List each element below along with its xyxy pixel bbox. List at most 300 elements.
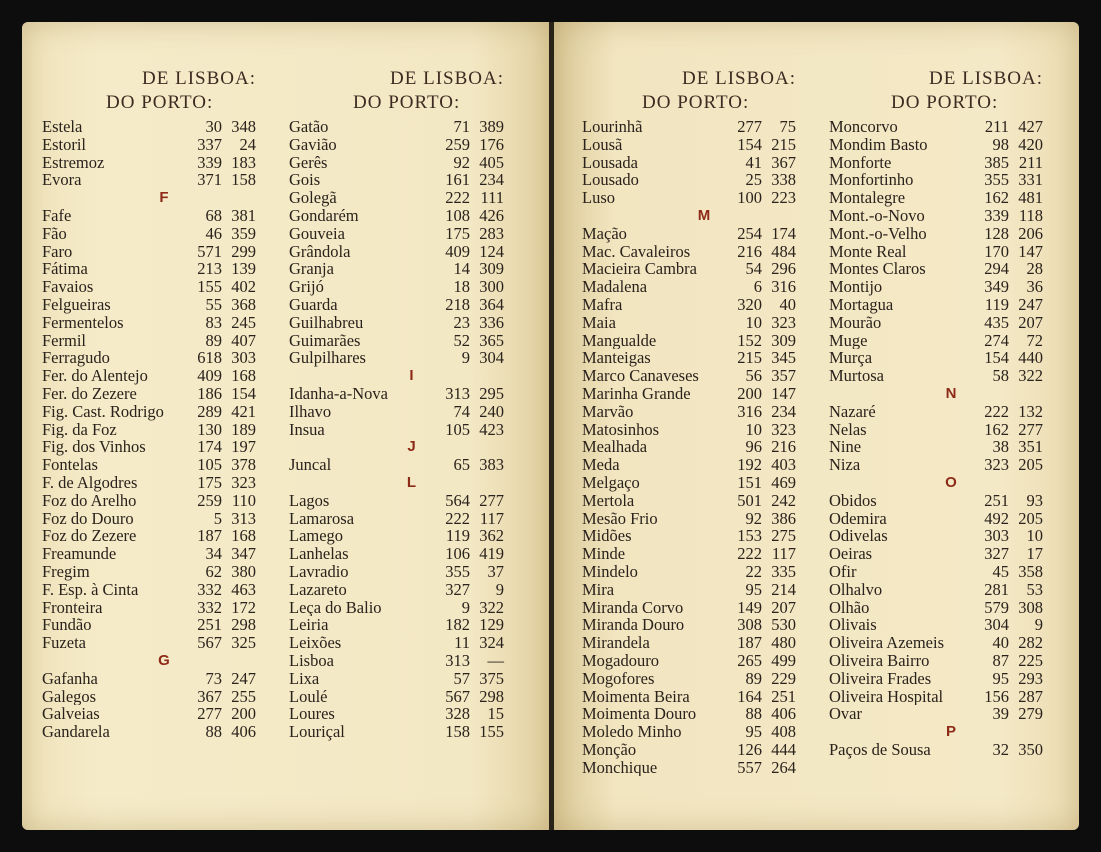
distance-porto: 444 bbox=[771, 739, 796, 759]
distance-porto: 440 bbox=[1018, 348, 1043, 368]
table-row bbox=[289, 688, 504, 706]
place-name: Galegos bbox=[42, 687, 97, 706]
distance-lisboa: 106 bbox=[445, 544, 470, 564]
distance-lisboa: 73 bbox=[205, 668, 222, 688]
table-row bbox=[42, 474, 256, 492]
place-name: Miranda Douro bbox=[582, 616, 685, 635]
table-row bbox=[829, 154, 1043, 172]
distance-lisboa: 154 bbox=[984, 348, 1009, 368]
place-name: Nelas bbox=[829, 420, 867, 439]
section-letter: J bbox=[407, 438, 416, 456]
distance-lisboa: 579 bbox=[984, 597, 1009, 617]
distance-lisboa: 174 bbox=[197, 437, 222, 457]
place-name: Lousada bbox=[582, 153, 638, 172]
place-name: Insua bbox=[289, 420, 325, 439]
place-name: Fronteira bbox=[42, 598, 103, 617]
table-row bbox=[289, 385, 504, 403]
table-row bbox=[289, 136, 504, 154]
place-name: Leixões bbox=[289, 634, 342, 652]
distance-porto: 234 bbox=[479, 170, 504, 190]
section-letter: N bbox=[945, 384, 957, 402]
place-name: Monforte bbox=[829, 153, 892, 172]
place-name: Macieira Cambra bbox=[582, 260, 697, 279]
place-name: Lourinhã bbox=[582, 118, 643, 136]
place-name: Fuzeta bbox=[42, 634, 86, 652]
distance-porto: 174 bbox=[771, 223, 796, 243]
table-row bbox=[582, 243, 796, 261]
table-row bbox=[42, 385, 256, 403]
place-name: Fermentelos bbox=[42, 313, 124, 332]
table-row bbox=[829, 741, 1043, 759]
distance-lisboa: 65 bbox=[453, 455, 470, 475]
distance-lisboa: 187 bbox=[197, 526, 222, 546]
distance-porto: 234 bbox=[771, 401, 796, 421]
table-row bbox=[582, 599, 796, 617]
place-name: Ferragudo bbox=[42, 349, 110, 368]
table-row bbox=[289, 705, 504, 723]
distance-lisboa: 492 bbox=[984, 508, 1009, 528]
distance-porto: 147 bbox=[1018, 241, 1043, 261]
distance-lisboa: 54 bbox=[745, 259, 762, 279]
table-row bbox=[582, 278, 796, 296]
place-name: Paços de Sousa bbox=[829, 740, 931, 759]
table-row bbox=[582, 510, 796, 528]
table-row bbox=[829, 403, 1043, 421]
table-row bbox=[582, 634, 796, 652]
distance-lisboa: 11 bbox=[454, 633, 470, 653]
distance-lisboa: 277 bbox=[197, 704, 222, 724]
distance-porto: 323 bbox=[231, 472, 256, 492]
distance-lisboa: 96 bbox=[745, 437, 762, 457]
distance-porto: 189 bbox=[231, 419, 256, 439]
column-1 bbox=[42, 62, 256, 741]
distance-lisboa: 327 bbox=[445, 579, 470, 599]
distance-lisboa: 105 bbox=[197, 455, 222, 475]
place-name: Monte Real bbox=[829, 242, 907, 261]
distance-porto: 264 bbox=[771, 757, 796, 777]
place-name: Mortagua bbox=[829, 295, 894, 314]
distance-lisboa: 349 bbox=[984, 277, 1009, 297]
place-name: Lamarosa bbox=[289, 509, 355, 528]
distance-porto: 293 bbox=[1018, 668, 1043, 688]
place-name: Nazaré bbox=[829, 402, 876, 421]
distance-lisboa: 158 bbox=[445, 722, 470, 742]
distance-lisboa: 151 bbox=[737, 472, 762, 492]
table-row bbox=[582, 688, 796, 706]
column-header bbox=[289, 62, 504, 118]
column-header bbox=[42, 62, 256, 118]
section-letter: P bbox=[945, 723, 956, 741]
table-row bbox=[582, 385, 796, 403]
distance-porto: 348 bbox=[231, 117, 256, 136]
distance-lisboa: 89 bbox=[745, 668, 762, 688]
distance-porto: 365 bbox=[479, 330, 504, 350]
distance-porto: 283 bbox=[479, 223, 504, 243]
distance-lisboa: 294 bbox=[984, 259, 1009, 279]
distance-lisboa: 45 bbox=[992, 561, 1009, 581]
place-name: Guilhabreu bbox=[289, 313, 364, 332]
table-row bbox=[582, 332, 796, 350]
distance-porto: 247 bbox=[231, 668, 256, 688]
distance-lisboa: 170 bbox=[984, 241, 1009, 261]
place-name: Lousado bbox=[582, 171, 639, 190]
place-name: Grijó bbox=[289, 278, 324, 296]
place-name: Manteigas bbox=[582, 349, 651, 368]
place-name: Niza bbox=[829, 456, 861, 474]
place-name: Gerês bbox=[289, 153, 328, 172]
place-name: Leça do Balio bbox=[289, 598, 382, 617]
distance-porto: 309 bbox=[771, 330, 796, 350]
distance-porto: 336 bbox=[479, 312, 504, 332]
distance-lisboa: 571 bbox=[197, 241, 222, 261]
distance-lisboa: 18 bbox=[453, 277, 470, 297]
table-row bbox=[289, 492, 504, 510]
header-from-lisboa: DE LISBOA: bbox=[390, 68, 504, 89]
distance-porto: 247 bbox=[1018, 294, 1043, 314]
place-name: Mondim Basto bbox=[829, 135, 928, 154]
distance-lisboa: 46 bbox=[205, 223, 222, 243]
book-gutter bbox=[549, 22, 554, 830]
distance-porto: 206 bbox=[1018, 223, 1043, 243]
distance-porto: 362 bbox=[479, 526, 504, 546]
place-name: Lanhelas bbox=[289, 545, 349, 563]
place-name: Fátima bbox=[42, 260, 88, 279]
table-row bbox=[582, 438, 796, 456]
table-row bbox=[42, 278, 256, 296]
table-row bbox=[582, 759, 796, 777]
place-name: Leiria bbox=[289, 616, 329, 635]
distance-porto: 364 bbox=[479, 294, 504, 314]
place-name: Favaios bbox=[42, 278, 94, 296]
distance-lisboa: 87 bbox=[992, 650, 1009, 670]
table-row bbox=[829, 225, 1043, 243]
section-letter: G bbox=[158, 651, 170, 669]
place-name: Fig. Cast. Rodrigo bbox=[42, 402, 164, 421]
table-row bbox=[829, 456, 1043, 474]
place-name: Loures bbox=[289, 705, 335, 724]
distance-lisboa: 55 bbox=[205, 294, 222, 314]
distance-porto: 110 bbox=[231, 490, 256, 510]
table-row bbox=[289, 421, 504, 439]
distance-porto: 117 bbox=[479, 508, 504, 528]
place-name: Lagos bbox=[289, 491, 330, 510]
table-row bbox=[829, 527, 1043, 545]
place-name: Grândola bbox=[289, 242, 351, 261]
table-row bbox=[42, 616, 256, 634]
place-name: Mont.-o-Novo bbox=[829, 206, 925, 225]
column-header bbox=[829, 62, 1043, 118]
distance-lisboa: 108 bbox=[445, 205, 470, 225]
distance-porto: 323 bbox=[771, 419, 796, 439]
distance-lisboa: 23 bbox=[453, 312, 470, 332]
place-name: Montalegre bbox=[829, 189, 906, 207]
distance-lisboa: 6 bbox=[753, 277, 762, 297]
table-row bbox=[582, 154, 796, 172]
distance-lisboa: 126 bbox=[737, 739, 762, 759]
table-row bbox=[829, 616, 1043, 634]
distance-porto: 408 bbox=[771, 722, 796, 742]
place-name: Mertola bbox=[582, 491, 635, 510]
table-row bbox=[582, 296, 796, 314]
place-name: Fão bbox=[42, 224, 67, 243]
distance-lisboa: 152 bbox=[737, 330, 762, 350]
distance-porto: 75 bbox=[779, 117, 796, 136]
place-name: Mira bbox=[582, 580, 615, 599]
table-row bbox=[289, 243, 504, 261]
table-row bbox=[829, 510, 1043, 528]
table-row bbox=[289, 296, 504, 314]
table-row bbox=[829, 189, 1043, 207]
column-header bbox=[582, 62, 796, 118]
table-row bbox=[42, 545, 256, 563]
distance-porto: 40 bbox=[779, 294, 796, 314]
distance-porto: 421 bbox=[231, 401, 256, 421]
table-row bbox=[42, 599, 256, 617]
table-row bbox=[829, 438, 1043, 456]
distance-lisboa: 557 bbox=[737, 757, 762, 777]
distance-porto: 117 bbox=[771, 544, 796, 564]
table-row bbox=[582, 545, 796, 563]
place-name: Monchique bbox=[582, 758, 658, 777]
place-name: Madalena bbox=[582, 278, 648, 296]
distance-lisboa: 328 bbox=[445, 704, 470, 724]
distance-porto: 309 bbox=[479, 259, 504, 279]
distance-lisboa: 10 bbox=[745, 419, 762, 439]
distance-porto: 357 bbox=[771, 366, 796, 386]
table-row bbox=[42, 207, 256, 225]
distance-porto: 9 bbox=[495, 579, 504, 599]
table-row bbox=[582, 349, 796, 367]
place-name: Lousã bbox=[582, 135, 623, 154]
table-row bbox=[289, 670, 504, 688]
place-name: Estoril bbox=[42, 135, 86, 154]
place-name: Moimenta Beira bbox=[582, 687, 690, 706]
table-row bbox=[289, 652, 504, 670]
table-row bbox=[582, 171, 796, 189]
place-name: Mont.-o-Velho bbox=[829, 224, 927, 243]
place-name: Oliveira Azemeis bbox=[829, 634, 945, 652]
distance-porto: 345 bbox=[771, 348, 796, 368]
distance-lisboa: 259 bbox=[445, 134, 470, 154]
table-row bbox=[829, 705, 1043, 723]
place-name: Mac. Cavaleiros bbox=[582, 242, 691, 261]
table-row bbox=[289, 527, 504, 545]
distance-porto: 282 bbox=[1018, 633, 1043, 653]
distance-porto: 484 bbox=[771, 241, 796, 261]
distance-porto: 255 bbox=[231, 686, 256, 706]
distance-porto: 277 bbox=[479, 490, 504, 510]
distance-porto: 168 bbox=[231, 526, 256, 546]
distance-lisboa: 355 bbox=[984, 170, 1009, 190]
distance-lisboa: 25 bbox=[745, 170, 762, 190]
place-name: Moledo Minho bbox=[582, 723, 682, 741]
place-name: Gatão bbox=[289, 118, 329, 136]
place-name: F. de Algodres bbox=[42, 473, 138, 492]
distance-lisboa: 105 bbox=[445, 419, 470, 439]
table-row bbox=[289, 403, 504, 421]
distance-lisboa: 564 bbox=[445, 490, 470, 510]
distance-lisboa: 40 bbox=[992, 633, 1009, 653]
distance-porto: — bbox=[487, 650, 504, 670]
table-row bbox=[829, 421, 1043, 439]
distance-porto: 324 bbox=[479, 633, 504, 653]
distance-lisboa: 308 bbox=[737, 615, 762, 635]
distance-porto: 406 bbox=[771, 704, 796, 724]
distance-porto: 287 bbox=[1018, 686, 1043, 706]
distance-porto: 481 bbox=[1018, 188, 1043, 208]
distance-lisboa: 385 bbox=[984, 152, 1009, 172]
distance-porto: 406 bbox=[231, 722, 256, 742]
distance-porto: 223 bbox=[771, 188, 796, 208]
header-from-lisboa: DE LISBOA: bbox=[142, 68, 256, 89]
distance-porto: 298 bbox=[479, 686, 504, 706]
place-name: Oliveira Bairro bbox=[829, 651, 930, 670]
table-row bbox=[42, 527, 256, 545]
entry-list bbox=[289, 118, 504, 741]
distance-lisboa: 9 bbox=[461, 348, 470, 368]
table-row bbox=[289, 545, 504, 563]
distance-porto: 381 bbox=[231, 205, 256, 225]
distance-porto: 37 bbox=[487, 561, 504, 581]
table-row bbox=[42, 510, 256, 528]
table-row bbox=[289, 278, 504, 296]
distance-lisboa: 409 bbox=[445, 241, 470, 261]
distance-lisboa: 83 bbox=[205, 312, 222, 332]
distance-porto: 205 bbox=[1018, 455, 1043, 475]
place-name: Marvão bbox=[582, 402, 634, 421]
distance-porto: 358 bbox=[1018, 561, 1043, 581]
distance-porto: 304 bbox=[479, 348, 504, 368]
distance-lisboa: 274 bbox=[984, 330, 1009, 350]
section-letter: F bbox=[159, 189, 169, 207]
table-row bbox=[829, 581, 1043, 599]
table-row bbox=[582, 581, 796, 599]
table-row bbox=[582, 474, 796, 492]
table-row bbox=[42, 456, 256, 474]
place-name: Moncorvo bbox=[829, 118, 898, 136]
distance-lisboa: 22 bbox=[745, 561, 762, 581]
distance-porto: 197 bbox=[231, 437, 256, 457]
table-row bbox=[42, 349, 256, 367]
place-name: F. Esp. à Cinta bbox=[42, 580, 139, 599]
distance-porto: 251 bbox=[771, 686, 796, 706]
distance-lisboa: 251 bbox=[984, 490, 1009, 510]
distance-porto: 295 bbox=[479, 383, 504, 403]
distance-lisboa: 192 bbox=[737, 455, 762, 475]
table-row bbox=[582, 741, 796, 759]
distance-lisboa: 92 bbox=[453, 152, 470, 172]
table-row bbox=[582, 705, 796, 723]
table-row bbox=[829, 207, 1043, 225]
section-letter: L bbox=[406, 473, 417, 491]
distance-porto: 480 bbox=[771, 633, 796, 653]
table-row bbox=[289, 563, 504, 581]
distance-porto: 28 bbox=[1026, 259, 1043, 279]
distance-lisboa: 130 bbox=[197, 419, 222, 439]
distance-lisboa: 339 bbox=[197, 152, 222, 172]
place-name: Oliveira Hospital bbox=[829, 687, 944, 706]
distance-lisboa: 182 bbox=[445, 615, 470, 635]
place-name: Odivelas bbox=[829, 527, 888, 546]
place-name: Odemira bbox=[829, 509, 887, 528]
header-from-porto: DO PORTO: bbox=[353, 92, 461, 113]
distance-porto: 118 bbox=[1018, 205, 1043, 225]
place-name: Louriçal bbox=[289, 723, 345, 741]
distance-lisboa: 313 bbox=[445, 650, 470, 670]
distance-porto: 24 bbox=[239, 134, 256, 154]
distance-porto: 367 bbox=[771, 152, 796, 172]
distance-porto: 299 bbox=[231, 241, 256, 261]
table-row bbox=[829, 136, 1043, 154]
distance-lisboa: 32 bbox=[992, 739, 1009, 759]
table-row bbox=[829, 332, 1043, 350]
distance-lisboa: 39 bbox=[992, 704, 1009, 724]
distance-lisboa: 162 bbox=[984, 188, 1009, 208]
distance-porto: 214 bbox=[771, 579, 796, 599]
distance-lisboa: 175 bbox=[197, 472, 222, 492]
place-name: Mogofores bbox=[582, 669, 655, 688]
place-name: Gouveia bbox=[289, 224, 345, 243]
distance-porto: 225 bbox=[1018, 650, 1043, 670]
place-name: Ovar bbox=[829, 705, 862, 724]
place-name: Estela bbox=[42, 118, 83, 136]
table-row bbox=[829, 314, 1043, 332]
table-row bbox=[582, 260, 796, 278]
place-name: Gavião bbox=[289, 135, 337, 154]
place-name: Obidos bbox=[829, 491, 877, 510]
distance-porto: 155 bbox=[479, 722, 504, 742]
distance-lisboa: 265 bbox=[737, 650, 762, 670]
distance-porto: 407 bbox=[231, 330, 256, 350]
place-name: Nine bbox=[829, 438, 862, 457]
distance-lisboa: 222 bbox=[984, 401, 1009, 421]
table-row bbox=[829, 260, 1043, 278]
table-row bbox=[42, 154, 256, 172]
distance-lisboa: 38 bbox=[992, 437, 1009, 457]
distance-lisboa: 98 bbox=[992, 134, 1009, 154]
table-row bbox=[42, 243, 256, 261]
distance-lisboa: 119 bbox=[984, 294, 1009, 314]
place-name: Foz do Zezere bbox=[42, 527, 137, 546]
distance-porto: 15 bbox=[487, 704, 504, 724]
distance-lisboa: 215 bbox=[737, 348, 762, 368]
header-from-lisboa: DE LISBOA: bbox=[682, 68, 796, 89]
distance-lisboa: 62 bbox=[205, 561, 222, 581]
distance-porto: 403 bbox=[771, 455, 796, 475]
table-row bbox=[289, 349, 504, 367]
distance-porto: 215 bbox=[771, 134, 796, 154]
distance-porto: 296 bbox=[771, 259, 796, 279]
distance-lisboa: 316 bbox=[737, 401, 762, 421]
place-name: Montijo bbox=[829, 278, 883, 296]
table-row bbox=[289, 510, 504, 528]
distance-porto: 275 bbox=[771, 526, 796, 546]
distance-lisboa: 567 bbox=[197, 633, 222, 653]
column-2 bbox=[289, 62, 504, 741]
distance-lisboa: 567 bbox=[445, 686, 470, 706]
distance-lisboa: 92 bbox=[745, 508, 762, 528]
distance-porto: 469 bbox=[771, 472, 796, 492]
distance-porto: 313 bbox=[231, 508, 256, 528]
distance-lisboa: 187 bbox=[737, 633, 762, 653]
place-name: Golegã bbox=[289, 189, 337, 207]
distance-lisboa: 95 bbox=[745, 722, 762, 742]
place-name: Olhalvo bbox=[829, 580, 883, 599]
place-name: Galveias bbox=[42, 705, 100, 724]
place-name: Mirandela bbox=[582, 634, 650, 652]
distance-porto: 72 bbox=[1026, 330, 1043, 350]
distance-lisboa: 289 bbox=[197, 401, 222, 421]
